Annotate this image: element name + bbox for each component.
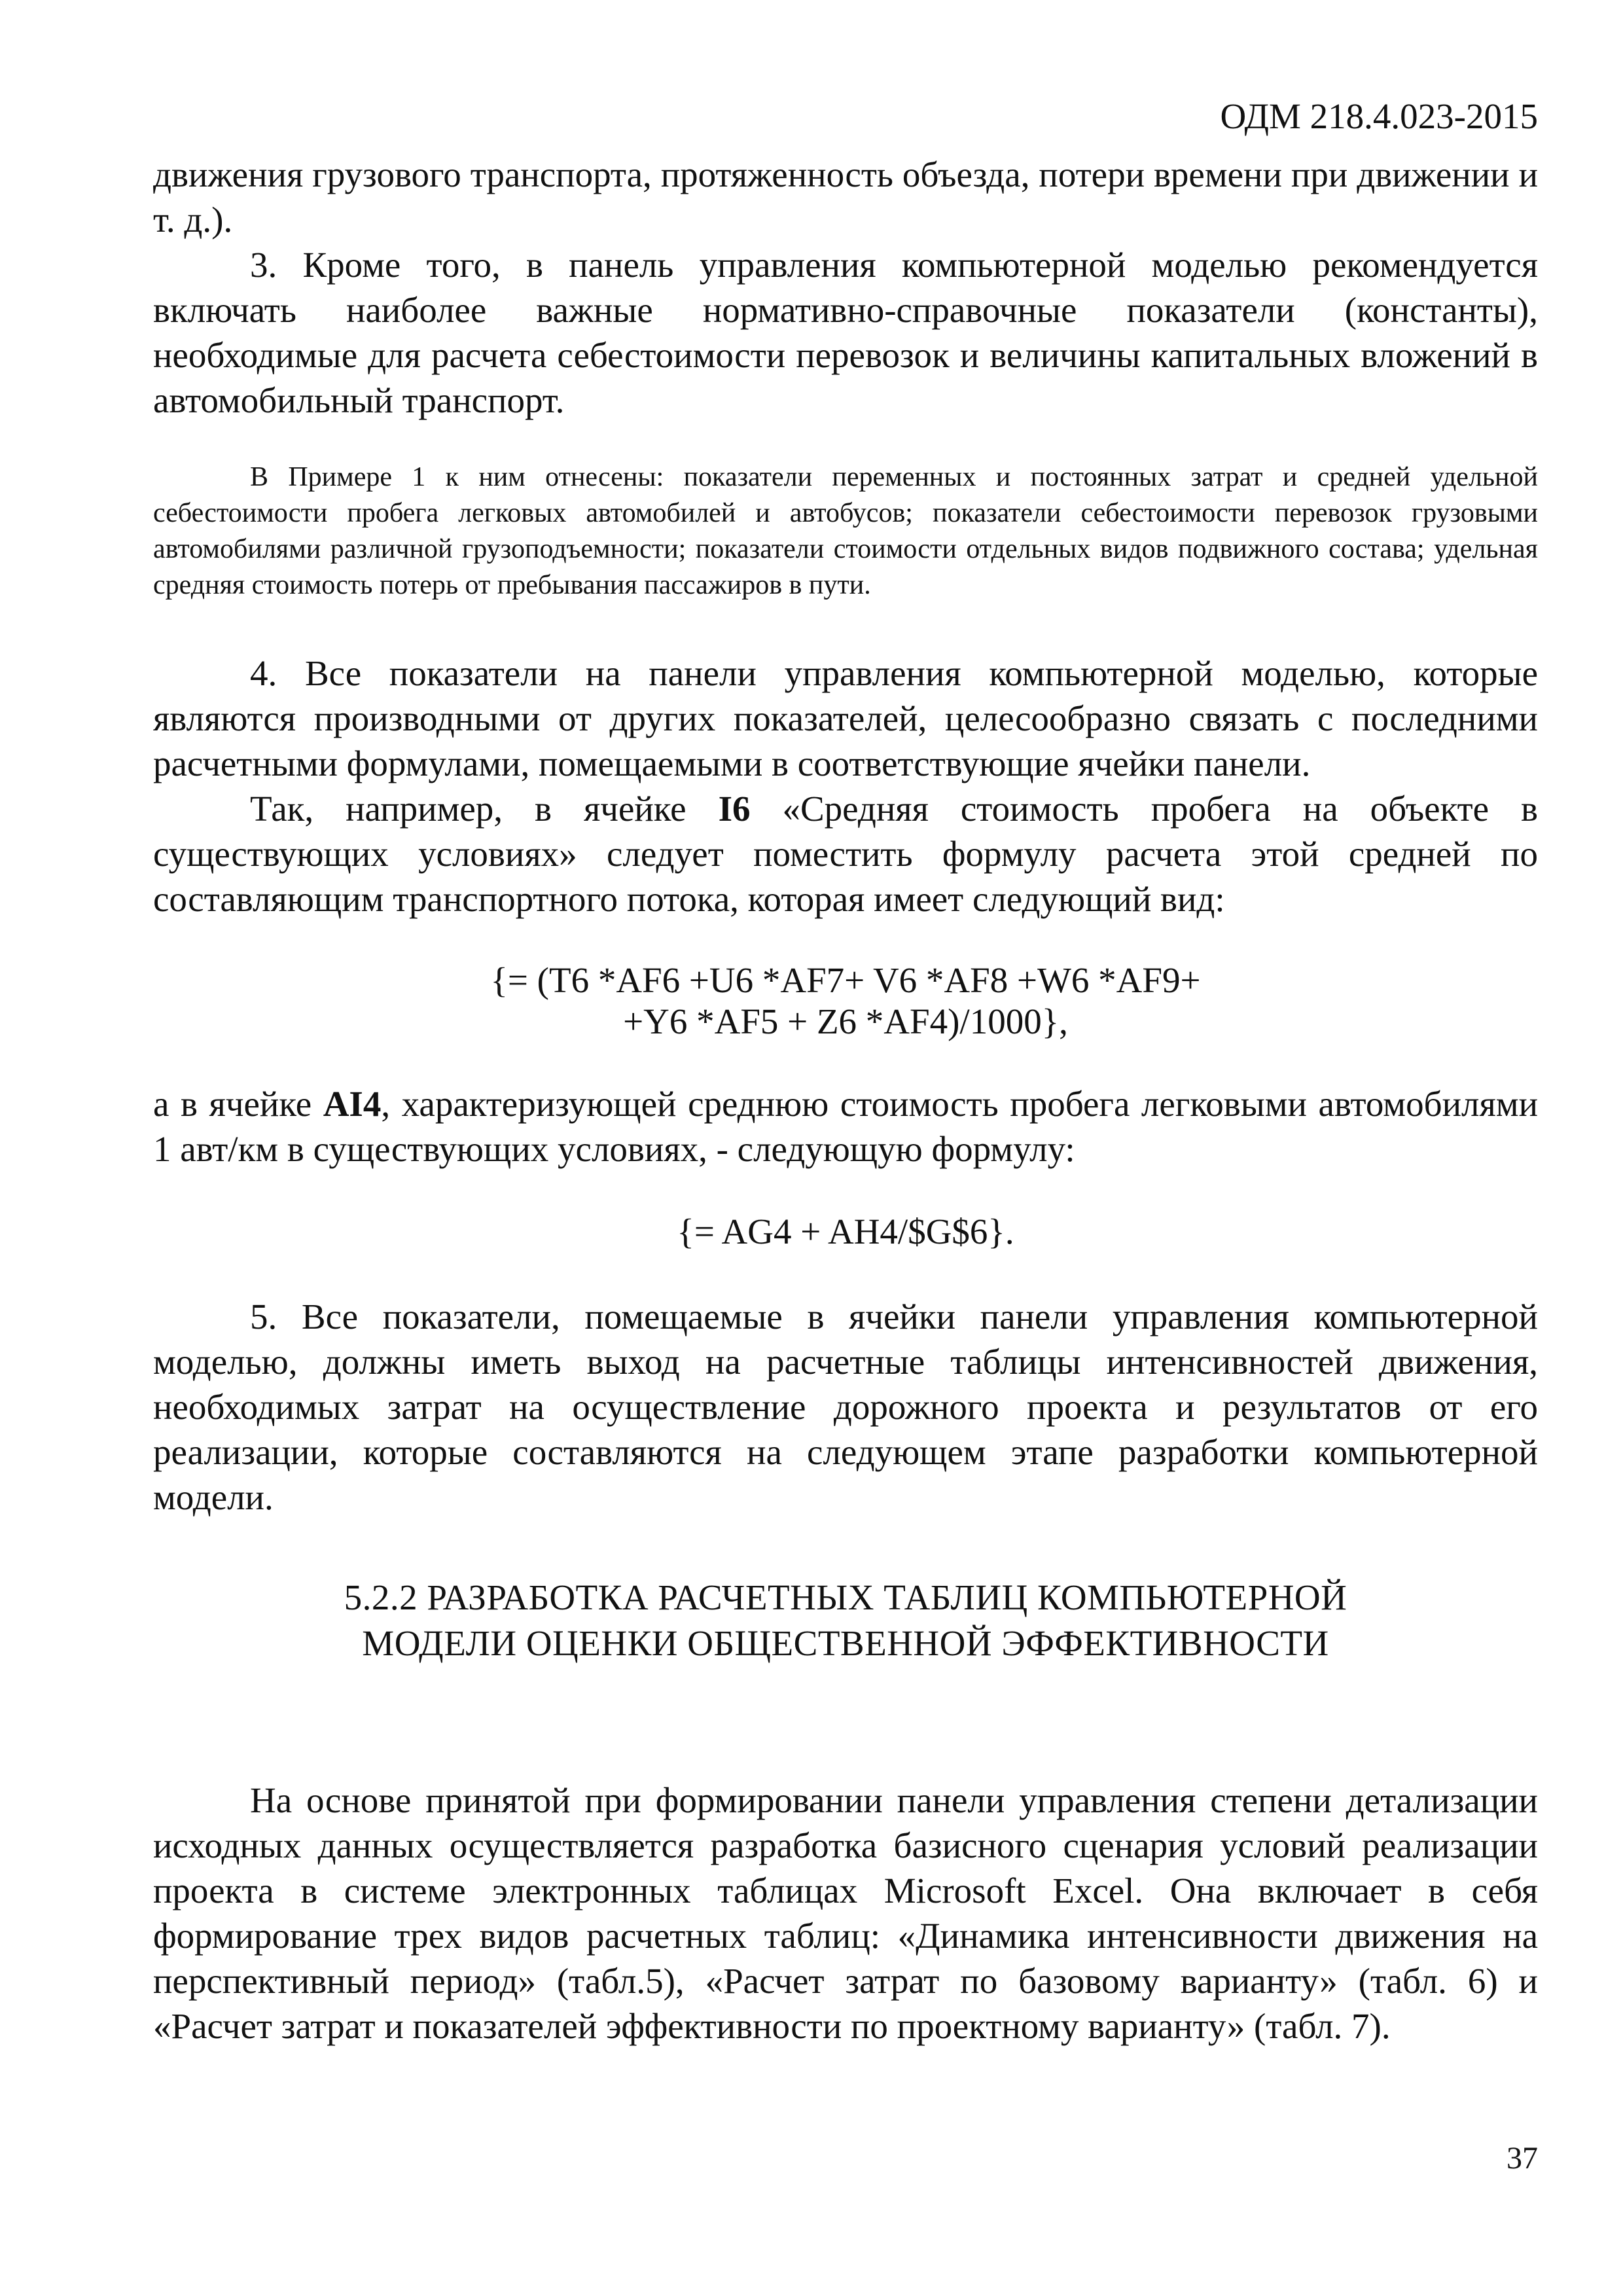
cell-ref-ai4: AI4 xyxy=(323,1084,382,1124)
paragraph-final: На основе принятой при формировании панели управления степени детализации исходных данных осуществляется разработка базисного сценария условий реализации проекта в системе электронных таблицах Microsoft Excel. Она включает в себя формирование трех видов расчетных таблиц: «Динамика интенсивности движения на перспективный период» (табл.5), «Расчет затрат по базовому варианту» (табл. 6) и «Расчет затрат и показателей эффективности по проектному варианту» (табл. 7). xyxy=(153,1780,1538,2046)
page-number: 37 xyxy=(1507,2141,1538,2176)
formula-2: {= AG4 + AH4/$G$6}. xyxy=(677,1211,1014,1251)
formula-1-line-2: +Y6 *AF5 + Z6 *AF4)/1000}, xyxy=(623,1001,1068,1041)
ai4-text-post: , характеризующей среднюю стоимость пробега легковыми автомобилями 1 авт/км в существующих условиях, - следующую формулу: xyxy=(153,1084,1538,1169)
paragraph-4: 4. Все показатели на панели управления компьютерной моделью, которые являются производными от других показателей, целесообразно связать с последними расчетными формулами, помещаемыми в соответствующие ячейки панели. xyxy=(153,653,1538,783)
section-heading-line-1: 5.2.2 РАЗРАБОТКА РАСЧЕТНЫХ ТАБЛИЦ КОМПЬЮТЕРНОЙ xyxy=(344,1577,1347,1617)
example-text-pre: Так, например, в ячейке xyxy=(250,789,719,829)
section-heading-line-2: МОДЕЛИ ОЦЕНКИ ОБЩЕСТВЕННОЙ ЭФФЕКТИВНОСТИ xyxy=(362,1623,1329,1663)
paragraph-5: 5. Все показатели, помещаемые в ячейки панели управления компьютерной моделью, должны иметь выход на расчетные таблицы интенсивностей движения, необходимых затрат на осуществление дорожного проекта и результатов от его реализации, которые составляются на следующем этапе разработки компьютерной модели. xyxy=(153,1297,1538,1517)
paragraph-3: 3. Кроме того, в панель управления компьютерной моделью рекомендуется включать наиболее важные нормативно-справочные показатели (константы), необходимые для расчета себестоимости перевозок и величины капитальных вложений в автомобильный транспорт. xyxy=(153,245,1538,420)
paragraph-ai4 xyxy=(153,1081,1538,1172)
example-text-post: «Средняя стоимость пробега на объекте в существующих условиях» следует поместить формулу расчета этой средней по составляющим транспортного потока, которая имеет следующий вид: xyxy=(153,789,1538,919)
page-content xyxy=(153,152,1538,2049)
paragraph-example xyxy=(153,786,1538,922)
example-note: В Примере 1 к ним отнесены: показатели переменных и постоянных затрат и средней удельной себестоимости пробега легковых автомобилей и автобусов; показатели себестоимости перевозок грузовыми автомобилями различной грузоподъемности; показатели стоимости отдельных видов подвижного состава; удельная средняя стоимость потерь от пребывания пассажиров в пути. xyxy=(153,462,1538,600)
paragraph-continuation: движения грузового транспорта, протяженность объезда, потери времени при движении и т. д.). xyxy=(153,154,1538,240)
document-code-header: ОДМ 218.4.023-2015 xyxy=(1220,96,1538,136)
cell-ref-i6: I6 xyxy=(718,789,751,829)
formula-1-line-1: {= (T6 *AF6 +U6 *AF7+ V6 *AF8 +W6 *AF9+ xyxy=(490,960,1201,1000)
ai4-text-pre: а в ячейке xyxy=(153,1084,323,1124)
